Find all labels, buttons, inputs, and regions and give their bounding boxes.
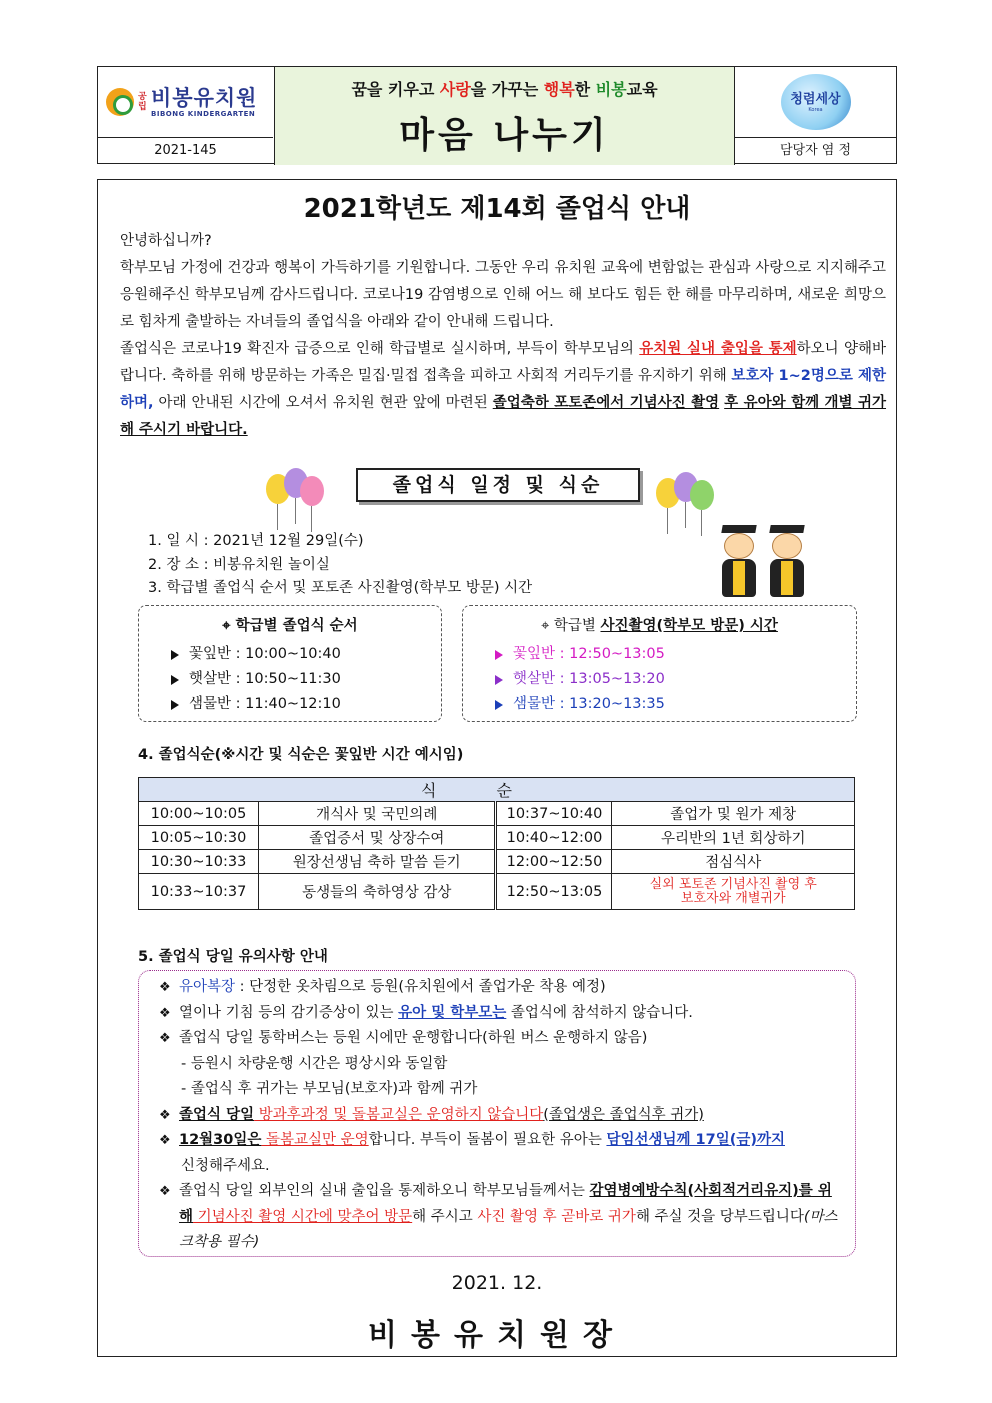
diamond-bullet-icon: ❖ xyxy=(159,1005,171,1021)
intro-paragraph: 학부모님 가정에 건강과 행복이 가득하기를 기원합니다. 그동안 우리 유치원 교육에 변함없는 관심과 사랑으로 지지해주고 응원해주신 학부모님께 감사드립니다. 코로나19 감염병으로 인해 어느 해 보다도 힘든 한 해를 마무리하며, 새로운 희망으로 힘차게 출발하는 자녀들의 졸업식을 아래와 같이 안내해 드립니다. xyxy=(120,260,886,330)
graduate-children-icon xyxy=(718,525,818,605)
notice-body xyxy=(97,179,897,1357)
class-order-row: 샘물반 : 11:40~12:10 xyxy=(171,692,341,717)
class-order-title: ⌖ 학급별 졸업식 순서 xyxy=(222,618,358,634)
arrow-icon xyxy=(495,650,503,660)
crosshair-icon: ⌖ xyxy=(541,618,550,634)
photo-time-title: ⌖ 학급별 사진촬영(학부모 방문) 시간 xyxy=(541,618,778,634)
list-subitem: - 졸업식 후 귀가는 부모님(보호자)과 함께 귀가 xyxy=(181,1081,478,1097)
issue-date: 2021. 12. xyxy=(451,1272,543,1294)
document-number: 2021-145 xyxy=(98,137,273,163)
photo-time-row: 꽃잎반 : 12:50~13:05 xyxy=(495,642,665,667)
list-item: ❖ 12월30일은 돌봄교실만 운영합니다. 부득이 돌봄이 필요한 유아는 담임선생님께 17일(금)까지 xyxy=(159,1128,843,1154)
list-item: ❖ 졸업식 당일 방과후과정 및 돌봄교실은 운영하지 않습니다(졸업생은 졸업식후 귀가) xyxy=(159,1103,843,1129)
diamond-bullet-icon: ❖ xyxy=(159,1184,171,1199)
letter-header xyxy=(97,66,897,164)
integrity-emblem-icon: 청렴세상 Korea xyxy=(781,74,851,130)
notes-box xyxy=(138,970,856,1257)
diamond-bullet-icon: ❖ xyxy=(159,1133,171,1148)
covid-paragraph: 졸업식은 코로나19 확진자 급증으로 인해 학급별로 실시하며, 부득이 학부모님의 유치원 실내 출입을 통제하오니 양해바랍니다. 축하를 위해 방문하는 가족은 밀집·밀접 접촉을 피하고 사회적 거리두기를 유지하기 위해 보호자 1~2명으로 제한하며, 아래 안내된 시간에 오셔서 유치원 현관 앞에 마련된 졸업축하 포토존에서 기념사진 촬영 후 유아와 함께 개별 귀가해 주시기 바랍니다. xyxy=(120,341,887,438)
list-item: ❖ 졸업식 당일 통학버스는 등원 시에만 운행합니다(하원 버스 운행하지 않음) xyxy=(159,1026,843,1052)
program-table xyxy=(138,777,855,910)
header-emblem-cell xyxy=(735,67,896,165)
list-item: ❖ 열이나 기침 등의 감기증상이 있는 유아 및 학부모는 졸업식에 참석하지 않습니다. xyxy=(159,1001,843,1027)
school-logo-cell xyxy=(98,67,275,165)
table-row: 10:05~10:30 졸업증서 및 상장수여 10:40~12:00 우리반의 1년 회상하기 xyxy=(139,826,855,850)
class-order-row: 꽃잎반 : 10:00~10:40 xyxy=(171,642,341,667)
event-place: 2. 장 소 : 비봉유치원 놀이실 xyxy=(148,556,330,573)
newsletter-title: 마음 나누기 xyxy=(399,115,610,156)
table-row: 10:33~10:37 동생들의 축하영상 감상 12:50~13:05 실외 포토존 기념사진 촬영 후 보호자와 개별귀가 xyxy=(139,874,855,910)
arrow-icon xyxy=(171,675,179,685)
notes-section-title: 5. 졸업식 당일 유의사항 안내 xyxy=(138,949,328,965)
diamond-bullet-icon: ❖ xyxy=(159,1107,171,1123)
principal-signature: 비봉유치원장 xyxy=(368,1318,626,1353)
arrow-icon xyxy=(495,675,503,685)
greeting: 안녕하십니까? xyxy=(120,233,212,249)
school-logo xyxy=(98,67,273,137)
table-row: 10:30~10:33 원장선생님 축하 말씀 듣기 12:00~12:50 점심식사 xyxy=(139,850,855,874)
table-row: 10:00~10:05 개식사 및 국민의례 10:37~10:40 졸업가 및 원가 제창 xyxy=(139,802,855,826)
event-info-list xyxy=(148,530,532,601)
logo-school-name: 비봉유치원 xyxy=(151,86,258,110)
list-item: ❖ 유아복장 : 단정한 옷차림으로 등원(유치원에서 졸업가운 착용 예정) xyxy=(159,975,843,1001)
balloons-left-icon xyxy=(264,468,324,538)
diamond-bullet-icon: ❖ xyxy=(159,980,171,995)
arrow-icon xyxy=(495,700,503,710)
education-slogan: 꿈을 키우고 사랑을 가꾸는 행복한 비봉교육 xyxy=(351,80,658,99)
staff-in-charge: 담당자 염 정 xyxy=(735,137,896,163)
list-item-continuation: 신청해주세요. xyxy=(181,1157,270,1174)
event-class-schedule-label: 3. 학급별 졸업식 순서 및 포토존 사진촬영(학부모 방문) 시간 xyxy=(148,580,533,596)
class-order-box xyxy=(138,605,442,722)
logo-public-label: 공립 xyxy=(138,92,147,112)
notice-title: 2021학년도 제14회 졸업식 안내 xyxy=(303,194,691,224)
photo-time-row: 샘물반 : 13:20~13:35 xyxy=(495,692,665,717)
photo-time-row: 햇살반 : 13:05~13:20 xyxy=(495,667,665,692)
program-table-header: 식순 xyxy=(139,778,855,802)
program-section-title: 4. 졸업식순(※시간 및 식순은 꽃잎반 시간 예시임) xyxy=(138,747,464,763)
class-order-row: 햇살반 : 10:50~11:30 xyxy=(171,667,341,692)
header-title-cell xyxy=(275,67,735,165)
list-item: ❖ 졸업식 당일 외부인의 실내 출입을 통제하오니 학부모님들께서는 감염병예방수칙(사회적거리유지)를 위해 기념사진 촬영 시간에 맞추어 방문해 주시고 사진 촬영 후 곧바로 귀가해 주실 것을 당부드립니다(마스크착용 필수) xyxy=(159,1179,843,1256)
arrow-icon xyxy=(171,650,179,660)
arrow-icon xyxy=(171,700,179,710)
logo-english-name: BIBONG KINDERGARTEN xyxy=(151,110,256,118)
diamond-bullet-icon: ❖ xyxy=(159,1031,171,1046)
event-date: 1. 일 시 : 2021년 12월 29일(수) xyxy=(148,533,364,549)
balloons-right-icon xyxy=(654,472,714,542)
kindergarten-logo-icon xyxy=(106,88,134,116)
crosshair-icon: ⌖ xyxy=(222,618,231,634)
schedule-section-title: 졸업식 일정 및 식순 xyxy=(356,468,640,502)
list-subitem: - 등원시 차량운행 시간은 평상시와 동일함 xyxy=(181,1055,448,1072)
photo-time-box xyxy=(462,605,857,722)
